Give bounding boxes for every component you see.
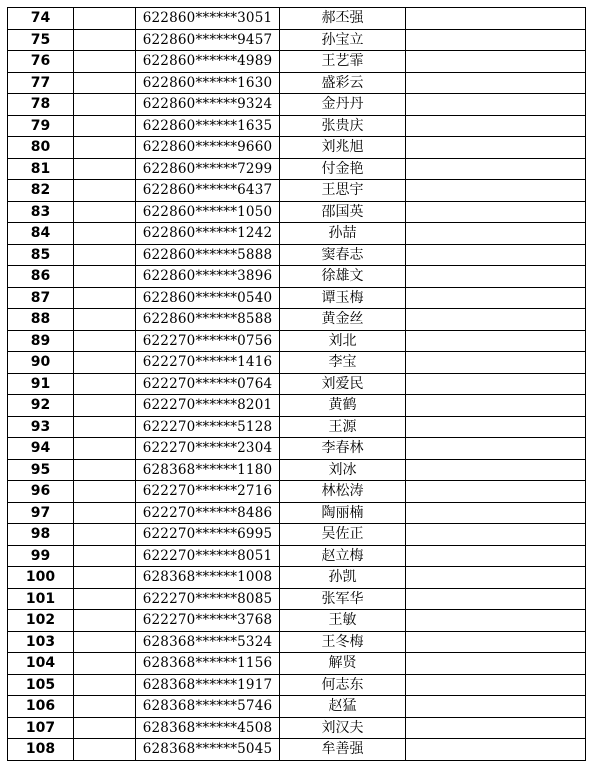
remark-cell bbox=[406, 287, 586, 309]
table-row bbox=[8, 201, 586, 223]
card-number-cell: 622270******8051 bbox=[136, 545, 280, 567]
blank-cell bbox=[74, 223, 136, 245]
name-cell: 陶丽楠 bbox=[280, 502, 406, 524]
row-number-cell: 78 bbox=[8, 94, 74, 116]
blank-cell bbox=[74, 352, 136, 374]
name-cell: 徐雄文 bbox=[280, 266, 406, 288]
remark-cell bbox=[406, 567, 586, 589]
table-row bbox=[8, 266, 586, 288]
card-number-cell: 622270******8201 bbox=[136, 395, 280, 417]
card-number-cell: 622860******9324 bbox=[136, 94, 280, 116]
blank-cell bbox=[74, 567, 136, 589]
card-number-cell: 622270******0764 bbox=[136, 373, 280, 395]
table-row bbox=[8, 610, 586, 632]
card-number-cell: 622860******7299 bbox=[136, 158, 280, 180]
card-number-cell: 622860******4989 bbox=[136, 51, 280, 73]
blank-cell bbox=[74, 696, 136, 718]
blank-cell bbox=[74, 309, 136, 331]
table-row bbox=[8, 588, 586, 610]
card-number-cell: 622270******8085 bbox=[136, 588, 280, 610]
card-number-cell: 622270******2716 bbox=[136, 481, 280, 503]
table-row bbox=[8, 373, 586, 395]
remark-cell bbox=[406, 459, 586, 481]
remark-cell bbox=[406, 502, 586, 524]
row-number-cell: 107 bbox=[8, 717, 74, 739]
blank-cell bbox=[74, 29, 136, 51]
row-number-cell: 96 bbox=[8, 481, 74, 503]
card-number-cell: 622270******3768 bbox=[136, 610, 280, 632]
name-cell: 孙喆 bbox=[280, 223, 406, 245]
row-number-cell: 75 bbox=[8, 29, 74, 51]
card-number-cell: 628368******1156 bbox=[136, 653, 280, 675]
blank-cell bbox=[74, 739, 136, 761]
remark-cell bbox=[406, 201, 586, 223]
row-number-cell: 74 bbox=[8, 8, 74, 30]
remark-cell bbox=[406, 524, 586, 546]
card-number-cell: 622860******5888 bbox=[136, 244, 280, 266]
row-number-cell: 88 bbox=[8, 309, 74, 331]
row-number-cell: 98 bbox=[8, 524, 74, 546]
blank-cell bbox=[74, 201, 136, 223]
row-number-cell: 100 bbox=[8, 567, 74, 589]
table-row bbox=[8, 180, 586, 202]
remark-cell bbox=[406, 739, 586, 761]
table-row bbox=[8, 287, 586, 309]
roster-table bbox=[7, 7, 586, 761]
name-cell: 王艺霏 bbox=[280, 51, 406, 73]
card-number-cell: 622860******6437 bbox=[136, 180, 280, 202]
blank-cell bbox=[74, 8, 136, 30]
table-row bbox=[8, 416, 586, 438]
blank-cell bbox=[74, 674, 136, 696]
remark-cell bbox=[406, 158, 586, 180]
row-number-cell: 87 bbox=[8, 287, 74, 309]
name-cell: 张贵庆 bbox=[280, 115, 406, 137]
name-cell: 王源 bbox=[280, 416, 406, 438]
row-number-cell: 81 bbox=[8, 158, 74, 180]
blank-cell bbox=[74, 373, 136, 395]
blank-cell bbox=[74, 653, 136, 675]
remark-cell bbox=[406, 94, 586, 116]
row-number-cell: 97 bbox=[8, 502, 74, 524]
row-number-cell: 90 bbox=[8, 352, 74, 374]
blank-cell bbox=[74, 502, 136, 524]
blank-cell bbox=[74, 287, 136, 309]
table-row bbox=[8, 459, 586, 481]
blank-cell bbox=[74, 330, 136, 352]
blank-cell bbox=[74, 416, 136, 438]
name-cell: 李春林 bbox=[280, 438, 406, 460]
table-row bbox=[8, 137, 586, 159]
card-number-cell: 628368******4508 bbox=[136, 717, 280, 739]
card-number-cell: 622860******1635 bbox=[136, 115, 280, 137]
name-cell: 王敏 bbox=[280, 610, 406, 632]
table-row bbox=[8, 524, 586, 546]
name-cell: 李宝 bbox=[280, 352, 406, 374]
blank-cell bbox=[74, 610, 136, 632]
row-number-cell: 89 bbox=[8, 330, 74, 352]
table-row bbox=[8, 631, 586, 653]
blank-cell bbox=[74, 180, 136, 202]
table-row bbox=[8, 395, 586, 417]
row-number-cell: 82 bbox=[8, 180, 74, 202]
name-cell: 黄金丝 bbox=[280, 309, 406, 331]
row-number-cell: 91 bbox=[8, 373, 74, 395]
remark-cell bbox=[406, 653, 586, 675]
table-row bbox=[8, 717, 586, 739]
row-number-cell: 86 bbox=[8, 266, 74, 288]
row-number-cell: 103 bbox=[8, 631, 74, 653]
card-number-cell: 628368******5746 bbox=[136, 696, 280, 718]
blank-cell bbox=[74, 438, 136, 460]
name-cell: 牟善强 bbox=[280, 739, 406, 761]
name-cell: 王思宇 bbox=[280, 180, 406, 202]
table-row bbox=[8, 29, 586, 51]
name-cell: 张军华 bbox=[280, 588, 406, 610]
remark-cell bbox=[406, 373, 586, 395]
table-row bbox=[8, 739, 586, 761]
row-number-cell: 84 bbox=[8, 223, 74, 245]
name-cell: 刘冰 bbox=[280, 459, 406, 481]
blank-cell bbox=[74, 266, 136, 288]
name-cell: 林松涛 bbox=[280, 481, 406, 503]
remark-cell bbox=[406, 395, 586, 417]
table-row bbox=[8, 223, 586, 245]
row-number-cell: 101 bbox=[8, 588, 74, 610]
blank-cell bbox=[74, 545, 136, 567]
card-number-cell: 622270******1416 bbox=[136, 352, 280, 374]
card-number-cell: 622860******9457 bbox=[136, 29, 280, 51]
table-row bbox=[8, 158, 586, 180]
remark-cell bbox=[406, 51, 586, 73]
blank-cell bbox=[74, 631, 136, 653]
remark-cell bbox=[406, 674, 586, 696]
table-row bbox=[8, 51, 586, 73]
card-number-cell: 628368******5045 bbox=[136, 739, 280, 761]
row-number-cell: 95 bbox=[8, 459, 74, 481]
card-number-cell: 622270******2304 bbox=[136, 438, 280, 460]
remark-cell bbox=[406, 29, 586, 51]
table-row bbox=[8, 502, 586, 524]
remark-cell bbox=[406, 438, 586, 460]
table-row bbox=[8, 674, 586, 696]
name-cell: 邵国英 bbox=[280, 201, 406, 223]
card-number-cell: 622860******1630 bbox=[136, 72, 280, 94]
remark-cell bbox=[406, 180, 586, 202]
remark-cell bbox=[406, 717, 586, 739]
roster-body bbox=[8, 8, 586, 761]
name-cell: 盛彩云 bbox=[280, 72, 406, 94]
remark-cell bbox=[406, 631, 586, 653]
card-number-cell: 622270******0756 bbox=[136, 330, 280, 352]
remark-cell bbox=[406, 72, 586, 94]
name-cell: 孙宝立 bbox=[280, 29, 406, 51]
blank-cell bbox=[74, 94, 136, 116]
row-number-cell: 105 bbox=[8, 674, 74, 696]
blank-cell bbox=[74, 115, 136, 137]
card-number-cell: 628368******1917 bbox=[136, 674, 280, 696]
name-cell: 吴佐正 bbox=[280, 524, 406, 546]
card-number-cell: 628368******5324 bbox=[136, 631, 280, 653]
name-cell: 黄鹤 bbox=[280, 395, 406, 417]
row-number-cell: 106 bbox=[8, 696, 74, 718]
remark-cell bbox=[406, 352, 586, 374]
remark-cell bbox=[406, 330, 586, 352]
blank-cell bbox=[74, 481, 136, 503]
table-row bbox=[8, 481, 586, 503]
row-number-cell: 102 bbox=[8, 610, 74, 632]
blank-cell bbox=[74, 158, 136, 180]
remark-cell bbox=[406, 610, 586, 632]
name-cell: 刘兆旭 bbox=[280, 137, 406, 159]
blank-cell bbox=[74, 395, 136, 417]
blank-cell bbox=[74, 137, 136, 159]
table-row bbox=[8, 94, 586, 116]
table-row bbox=[8, 696, 586, 718]
row-number-cell: 76 bbox=[8, 51, 74, 73]
name-cell: 解贤 bbox=[280, 653, 406, 675]
name-cell: 刘汉夫 bbox=[280, 717, 406, 739]
name-cell: 金丹丹 bbox=[280, 94, 406, 116]
name-cell: 何志东 bbox=[280, 674, 406, 696]
table-row bbox=[8, 309, 586, 331]
name-cell: 孙凯 bbox=[280, 567, 406, 589]
row-number-cell: 108 bbox=[8, 739, 74, 761]
remark-cell bbox=[406, 481, 586, 503]
row-number-cell: 92 bbox=[8, 395, 74, 417]
table-row bbox=[8, 567, 586, 589]
blank-cell bbox=[74, 244, 136, 266]
name-cell: 窦春志 bbox=[280, 244, 406, 266]
card-number-cell: 622860******3051 bbox=[136, 8, 280, 30]
name-cell: 刘爱民 bbox=[280, 373, 406, 395]
name-cell: 王冬梅 bbox=[280, 631, 406, 653]
blank-cell bbox=[74, 588, 136, 610]
table-row bbox=[8, 352, 586, 374]
name-cell: 赵立梅 bbox=[280, 545, 406, 567]
remark-cell bbox=[406, 115, 586, 137]
row-number-cell: 94 bbox=[8, 438, 74, 460]
blank-cell bbox=[74, 717, 136, 739]
table-row bbox=[8, 8, 586, 30]
remark-cell bbox=[406, 137, 586, 159]
blank-cell bbox=[74, 72, 136, 94]
name-cell: 付金艳 bbox=[280, 158, 406, 180]
remark-cell bbox=[406, 244, 586, 266]
row-number-cell: 85 bbox=[8, 244, 74, 266]
card-number-cell: 622860******3896 bbox=[136, 266, 280, 288]
remark-cell bbox=[406, 309, 586, 331]
card-number-cell: 622270******6995 bbox=[136, 524, 280, 546]
row-number-cell: 99 bbox=[8, 545, 74, 567]
card-number-cell: 622270******8486 bbox=[136, 502, 280, 524]
table-row bbox=[8, 72, 586, 94]
card-number-cell: 628368******1008 bbox=[136, 567, 280, 589]
row-number-cell: 104 bbox=[8, 653, 74, 675]
table-row bbox=[8, 653, 586, 675]
table-row bbox=[8, 545, 586, 567]
remark-cell bbox=[406, 266, 586, 288]
remark-cell bbox=[406, 588, 586, 610]
card-number-cell: 622860******1050 bbox=[136, 201, 280, 223]
row-number-cell: 93 bbox=[8, 416, 74, 438]
remark-cell bbox=[406, 8, 586, 30]
remark-cell bbox=[406, 416, 586, 438]
table-row bbox=[8, 115, 586, 137]
remark-cell bbox=[406, 545, 586, 567]
row-number-cell: 80 bbox=[8, 137, 74, 159]
row-number-cell: 77 bbox=[8, 72, 74, 94]
name-cell: 赵猛 bbox=[280, 696, 406, 718]
name-cell: 谭玉梅 bbox=[280, 287, 406, 309]
blank-cell bbox=[74, 459, 136, 481]
remark-cell bbox=[406, 696, 586, 718]
card-number-cell: 622860******8588 bbox=[136, 309, 280, 331]
table-row bbox=[8, 438, 586, 460]
table-row bbox=[8, 330, 586, 352]
blank-cell bbox=[74, 524, 136, 546]
name-cell: 郝丕强 bbox=[280, 8, 406, 30]
table-row bbox=[8, 244, 586, 266]
card-number-cell: 622860******0540 bbox=[136, 287, 280, 309]
blank-cell bbox=[74, 51, 136, 73]
card-number-cell: 628368******1180 bbox=[136, 459, 280, 481]
card-number-cell: 622270******5128 bbox=[136, 416, 280, 438]
remark-cell bbox=[406, 223, 586, 245]
card-number-cell: 622860******1242 bbox=[136, 223, 280, 245]
row-number-cell: 83 bbox=[8, 201, 74, 223]
row-number-cell: 79 bbox=[8, 115, 74, 137]
name-cell: 刘北 bbox=[280, 330, 406, 352]
card-number-cell: 622860******9660 bbox=[136, 137, 280, 159]
